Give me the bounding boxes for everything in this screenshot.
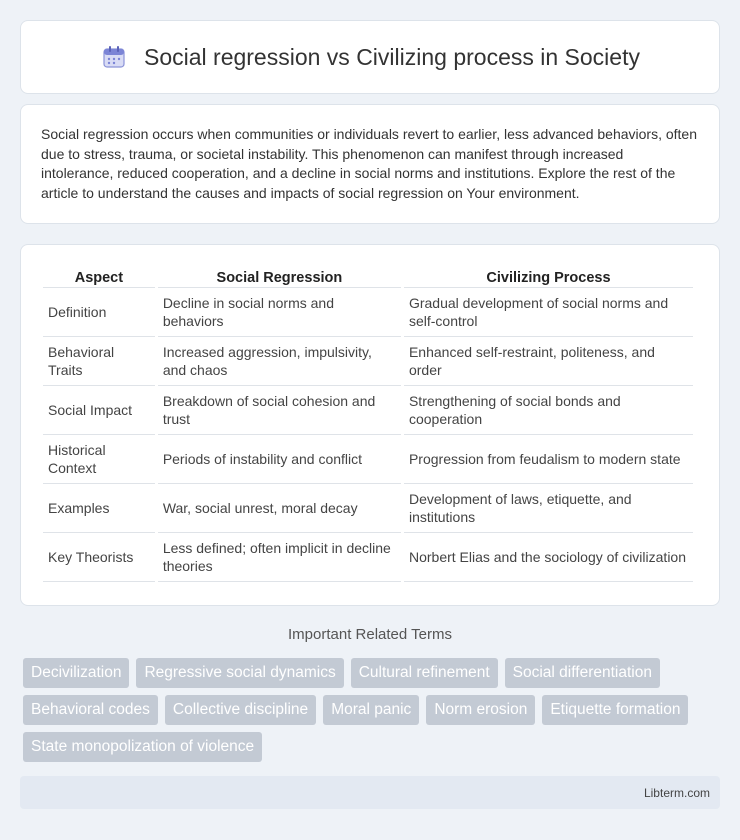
civilizing-cell: Norbert Elias and the sociology of civilization bbox=[404, 533, 693, 582]
related-terms-tags bbox=[23, 658, 723, 762]
table-row bbox=[43, 484, 693, 533]
civilizing-cell: Development of laws, etiquette, and institutions bbox=[404, 484, 693, 533]
related-terms-title: Important Related Terms bbox=[288, 626, 452, 643]
aspect-cell: Definition bbox=[43, 288, 155, 337]
tag-regressive-social-dynamics[interactable]: Regressive social dynamics bbox=[136, 658, 343, 688]
tag-social-differentiation[interactable]: Social differentiation bbox=[505, 658, 660, 688]
header-aspect: Aspect bbox=[43, 263, 155, 288]
comparison-table bbox=[40, 263, 696, 582]
civilizing-cell: Gradual development of social norms and self-control bbox=[404, 288, 693, 337]
header-card bbox=[20, 20, 720, 94]
tag-collective-discipline[interactable]: Collective discipline bbox=[165, 695, 316, 725]
comparison-table-card bbox=[20, 244, 720, 606]
footer bbox=[20, 776, 720, 809]
table-row bbox=[43, 337, 693, 386]
tag-decivilization[interactable]: Decivilization bbox=[23, 658, 129, 688]
header-civilizing-process: Civilizing Process bbox=[404, 263, 693, 288]
table-row bbox=[43, 435, 693, 484]
tag-behavioral-codes[interactable]: Behavioral codes bbox=[23, 695, 158, 725]
regression-cell: Decline in social norms and behaviors bbox=[158, 288, 401, 337]
aspect-cell: Behavioral Traits bbox=[43, 337, 155, 386]
regression-cell: Periods of instability and conflict bbox=[158, 435, 401, 484]
calendar-icon bbox=[100, 43, 128, 71]
aspect-cell: Examples bbox=[43, 484, 155, 533]
page-title: Social regression vs Civilizing process in Society bbox=[144, 43, 640, 70]
footer-brand-link[interactable]: Libterm.com bbox=[643, 785, 710, 800]
intro-card bbox=[20, 104, 720, 224]
tag-cultural-refinement[interactable]: Cultural refinement bbox=[351, 658, 498, 688]
regression-cell: Increased aggression, impulsivity, and chaos bbox=[158, 337, 401, 386]
regression-cell: Less defined; often implicit in decline theories bbox=[158, 533, 401, 582]
table-row bbox=[43, 288, 693, 337]
tag-moral-panic[interactable]: Moral panic bbox=[323, 695, 419, 725]
aspect-cell: Social Impact bbox=[43, 386, 155, 435]
table-row bbox=[43, 533, 693, 582]
tag-state-monopolization-of-violence[interactable]: State monopolization of violence bbox=[23, 732, 262, 762]
regression-cell: Breakdown of social cohesion and trust bbox=[158, 386, 401, 435]
regression-cell: War, social unrest, moral decay bbox=[158, 484, 401, 533]
civilizing-cell: Strengthening of social bonds and cooperation bbox=[404, 386, 693, 435]
aspect-cell: Historical Context bbox=[43, 435, 155, 484]
tag-norm-erosion[interactable]: Norm erosion bbox=[426, 695, 535, 725]
tag-etiquette-formation[interactable]: Etiquette formation bbox=[542, 695, 688, 725]
header-social-regression: Social Regression bbox=[158, 263, 401, 288]
table-header-row bbox=[43, 263, 693, 288]
civilizing-cell: Progression from feudalism to modern state bbox=[404, 435, 693, 484]
intro-text: Social regression occurs when communities or individuals revert to earlier, less advanced behaviors, often due to stress, trauma, or societal instability. This phenomenon can manifest through increased intolerance, reduced cooperation, and a decline in social norms and institutions. Explore the rest of the article to understand the causes and impacts of social regression on Your environment. bbox=[41, 126, 697, 201]
civilizing-cell: Enhanced self-restraint, politeness, and order bbox=[404, 337, 693, 386]
table-row bbox=[43, 386, 693, 435]
aspect-cell: Key Theorists bbox=[43, 533, 155, 582]
